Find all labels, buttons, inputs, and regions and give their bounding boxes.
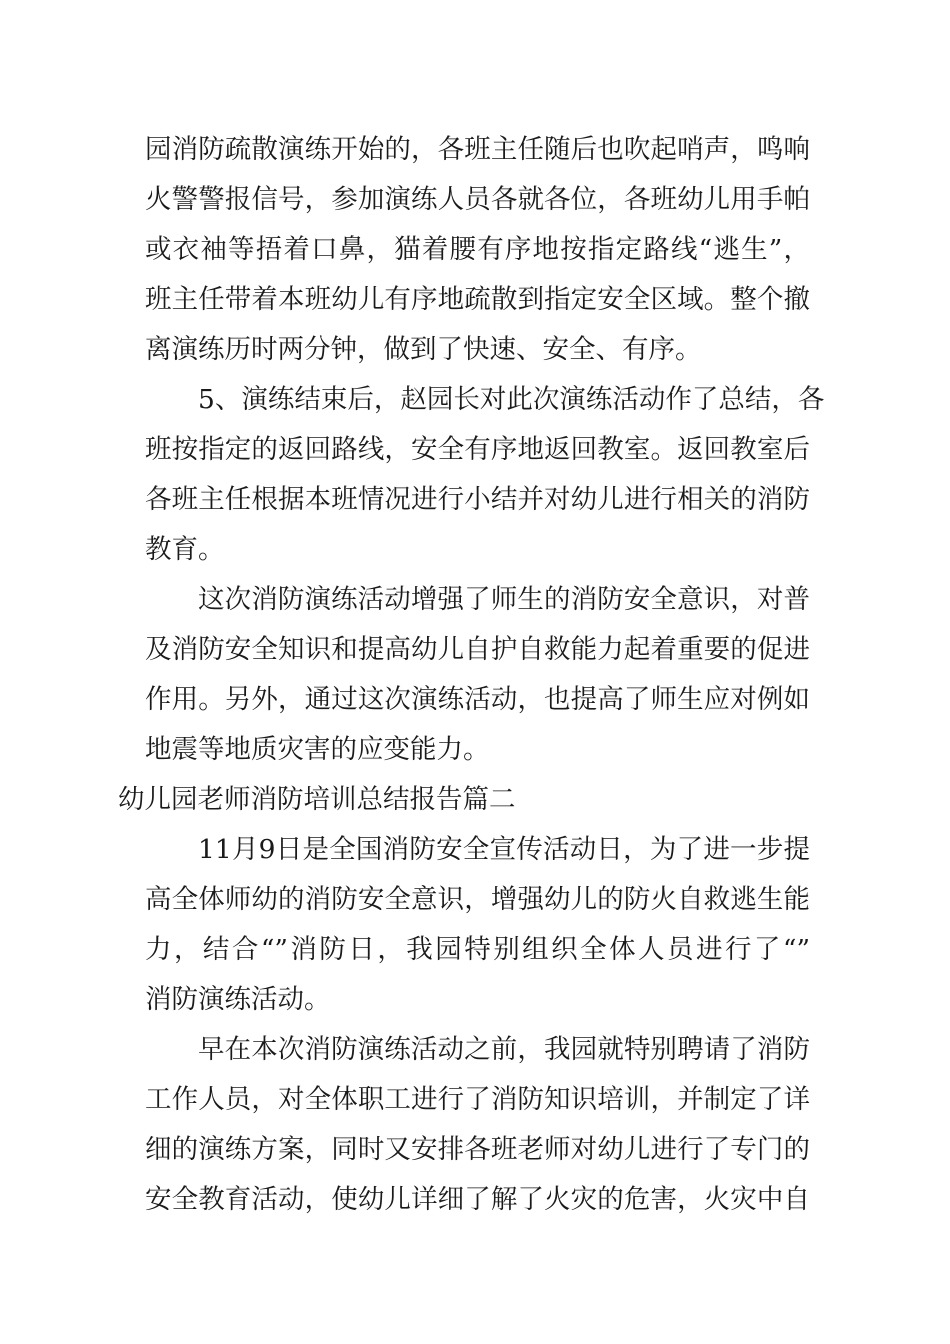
text-line: 细的演练方案，同时又安排各班老师对幼儿进行了专门的 [145, 1134, 810, 1165]
paragraph-start-line: 11月9日是全国消防安全宣传活动日，为了进一步提 [198, 834, 810, 865]
text-line: 作用。另外，通过这次演练活动，也提高了师生应对例如 [145, 684, 810, 715]
text-line: 离演练历时两分钟，做到了快速、安全、有序。 [145, 334, 702, 365]
paragraph-start-line: 5、演练结束后，赵园长对此次演练活动作了总结，各 [198, 384, 825, 415]
paragraph-start-line: 早在本次消防演练活动之前，我园就特别聘请了消防 [198, 1034, 810, 1065]
text-line: 各班主任根据本班情况进行小结并对幼儿进行相关的消防 [145, 484, 810, 515]
text-line: 园消防疏散演练开始的，各班主任随后也吹起哨声，鸣响 [145, 134, 810, 165]
text-line: 力，结合“”消防日，我园特别组织全体人员进行了“” [145, 934, 810, 965]
text-line: 教育。 [145, 534, 225, 565]
section-heading: 幼儿园老师消防培训总结报告篇二 [118, 784, 516, 815]
text-line: 班主任带着本班幼儿有序地疏散到指定安全区域。整个撤 [145, 284, 810, 315]
text-line: 火警警报信号，参加演练人员各就各位，各班幼儿用手帕 [145, 184, 810, 215]
text-line: 班按指定的返回路线，安全有序地返回教室。返回教室后 [145, 434, 810, 465]
text-line: 安全教育活动，使幼儿详细了解了火灾的危害，火灾中自 [145, 1184, 810, 1215]
text-line: 消防演练活动。 [145, 984, 331, 1015]
text-line: 工作人员，对全体职工进行了消防知识培训，并制定了详 [145, 1084, 810, 1115]
text-line: 及消防安全知识和提高幼儿自护自救能力起着重要的促进 [145, 634, 810, 665]
paragraph-start-line: 这次消防演练活动增强了师生的消防安全意识，对普 [198, 584, 810, 615]
text-line: 或衣袖等捂着口鼻，猫着腰有序地按指定路线“逃生”， [145, 234, 810, 265]
text-line: 地震等地质灾害的应变能力。 [145, 734, 490, 765]
text-line: 高全体师幼的消防安全意识，增强幼儿的防火自救逃生能 [145, 884, 810, 915]
